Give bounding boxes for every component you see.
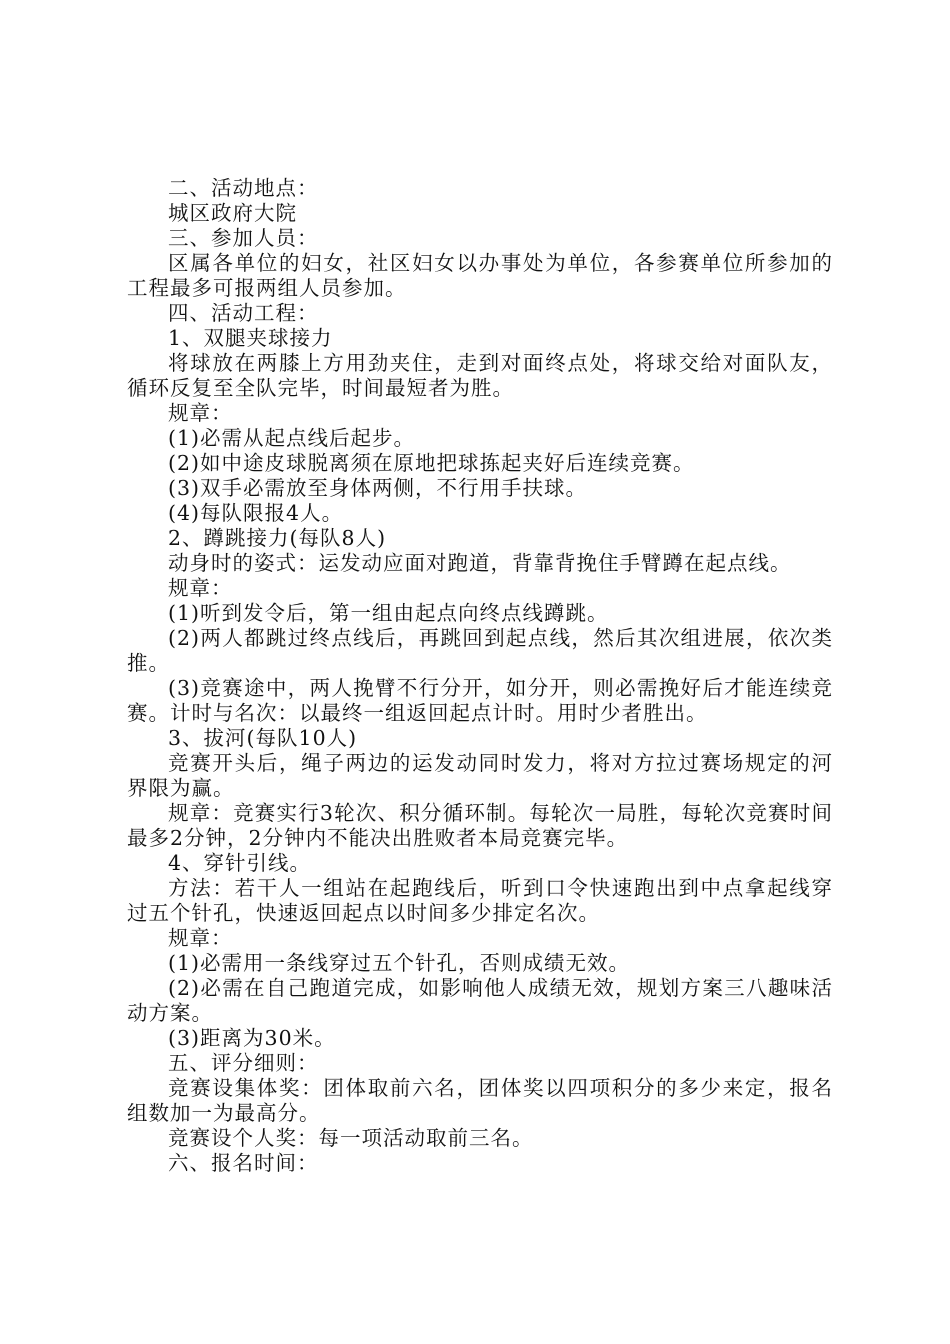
paragraph-participants: 区属各单位的妇女，社区妇女以办事处为单位，各参赛单位所参加的工程最多可报两组人员参加。 [127,251,833,300]
rule-item: (2)两人都跳过终点线后，再跳回到起点线，然后其次组进展，依次类推。 [127,626,833,675]
paragraph-ball-relay: 将球放在两膝上方用劲夹住，走到对面终点处，将球交给对面队友，循环反复至全队完毕，时间最短者为胜。 [127,351,833,400]
section-heading-events: 四、活动工程： [168,301,319,325]
document-body [127,176,833,1176]
paragraph-tug-of-war: 竞赛开头后，绳子两边的运发动同时发力，将对方拉过赛场规定的河界限为赢。 [127,751,833,800]
paragraph-group-award: 竞赛设集体奖：团体取前六名，团体奖以四项积分的多少来定，报名组数加一为最高分。 [127,1076,833,1125]
paragraph-threading: 方法：若干人一组站在起跑线后，听到口令快速跑出到中点拿起线穿过五个针孔，快速返回起点以时间多少排定名次。 [127,876,833,925]
paragraph-squat-jump: 动身时的姿式：运发动应面对跑道，背靠背挽住手臂蹲在起点线。 [168,551,792,575]
event-heading-ball-relay: 1、双腿夹球接力 [168,326,333,350]
rule-item: (1)必需从起点线后起步。 [168,426,416,450]
rule-item: (3)距离为30米。 [168,1026,336,1050]
event-heading-threading: 4、穿针引线。 [168,851,312,875]
section-heading-location: 二、活动地点： [168,176,319,200]
rule-item: (1)听到发令后，第一组由起点向终点线蹲跳。 [168,601,609,625]
section-heading-scoring: 五、评分细则： [168,1051,319,1075]
rule-item: (2)如中途皮球脱离须在原地把球拣起夹好后连续竞赛。 [168,451,695,475]
paragraph-individual-award: 竞赛设个人奖：每一项活动取前三名。 [168,1126,534,1150]
paragraph-tug-of-war-rules: 规章：竞赛实行3轮次、积分循环制。每轮次一局胜，每轮次竞赛时间最多2分钟，2分钟内不能决出胜败者本局竞赛完毕。 [127,801,833,850]
rules-label: 规章： [168,576,233,600]
section-heading-participants: 三、参加人员： [168,226,319,250]
rule-item: (4)每队限报4人。 [168,501,344,525]
rule-item: (1)必需用一条线穿过五个针孔，否则成绩无效。 [168,951,631,975]
rules-label: 规章： [168,926,233,950]
event-heading-tug-of-war: 3、拔河(每队10人) [168,726,358,750]
rules-label: 规章： [168,401,233,425]
paragraph-location: 城区政府大院 [168,201,297,225]
rule-item: (3)竞赛途中，两人挽臂不行分开，如分开，则必需挽好后才能连续竞赛。计时与名次：以最终一组返回起点计时。用时少者胜出。 [127,676,833,725]
rule-item: (2)必需在自己跑道完成，如影响他人成绩无效，规划方案三八趣味活动方案。 [127,976,833,1025]
rule-item: (3)双手必需放至身体两侧，不行用手扶球。 [168,476,588,500]
event-heading-squat-jump: 2、蹲跳接力(每队8人) [168,526,387,550]
section-heading-registration: 六、报名时间： [168,1151,319,1175]
